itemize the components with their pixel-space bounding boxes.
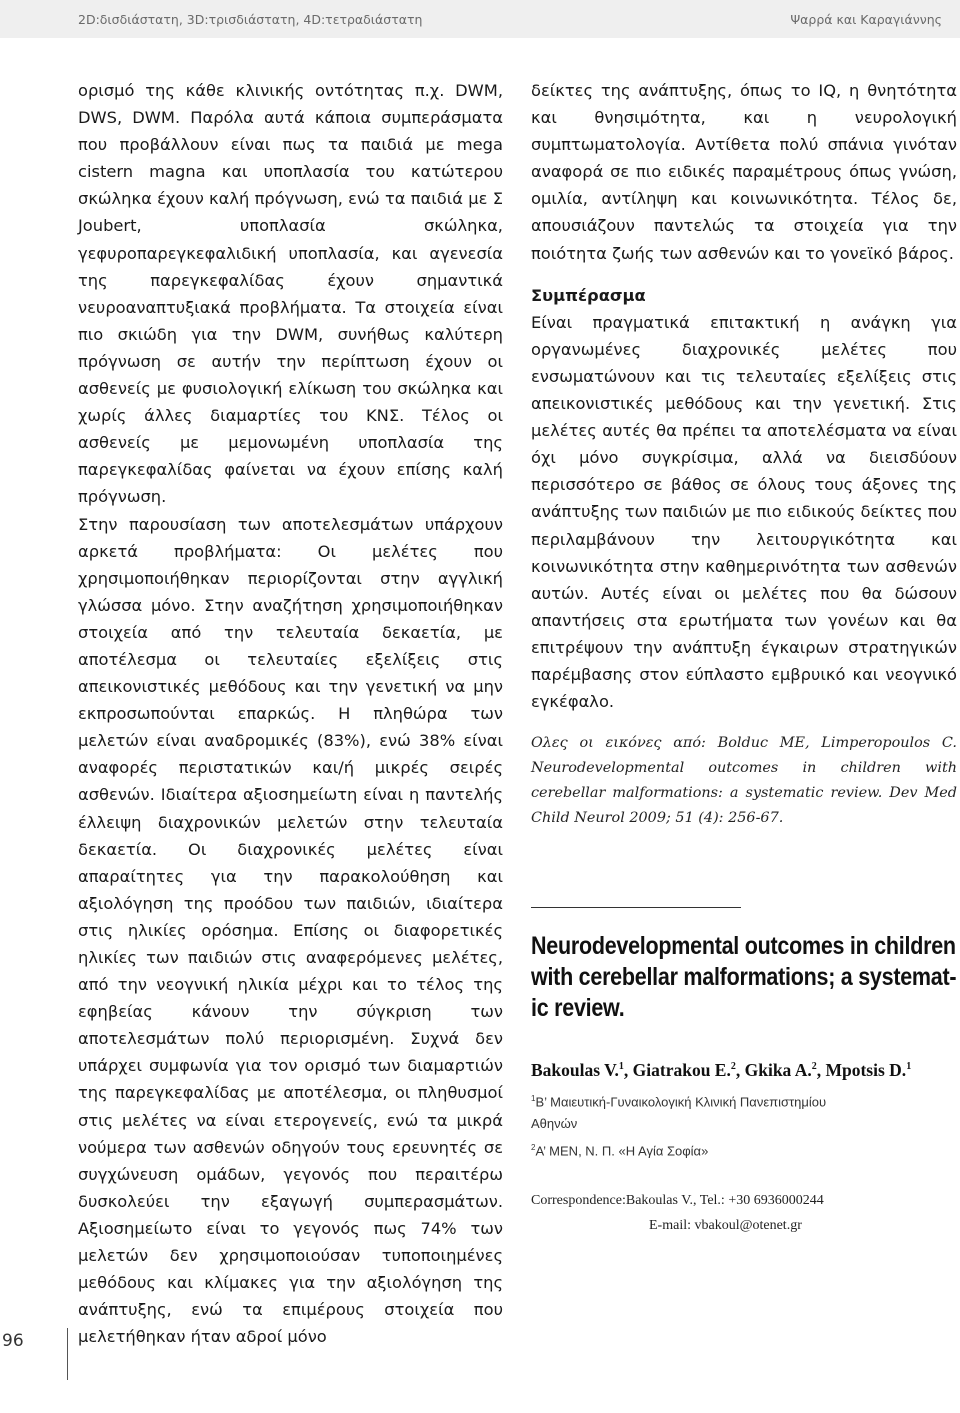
left-column — [78, 77, 503, 1350]
right-paragraph-2: Είναι πραγματικά επιτακτική η ανάγκη για οργανωμένες διαχρονικές μελέτες που ενσωματώνουν και τις τελευταίες εξελίξεις στις απεικονιστικές μεθόδους και την γενετική. Στις μελέτες αυτές θα πρέπει τα αποτελέσματα να είναι όχι μόνο συγκρίσιμα, αλλά να διεισδύουν περισσότερο σε βάθος σε όλους τους άξονες της ανάπτυξης των παιδιών με πιο ειδικούς δείκτες που περιλαμβάνουν την λειτουργικότητα και κοινωνικότητα στην καθημερινότητα των ασθενών αυτών. Αυτές είναι οι μελέτες που θα δώσουν απαντήσεις στα ερωτήματα των γονέων και θα επιτρέψουν την ανάπτυξη έγκαιρων στρατηγικών παρέμβασης στον εύπλαστο εμβρυικό και νεογνικό εγκέφαλο. — [531, 312, 957, 712]
affiliation-2 — [531, 1137, 960, 1162]
author-list: Bakoulas V.$^1$, Giatrakou E.$^2$, Gkika A.$^2$, Mpotsis D.$^1$ — [531, 1060, 912, 1080]
section-heading-conclusion: Συμπέρασμα — [531, 285, 646, 305]
author-1: Bakoulas V. — [531, 1060, 619, 1080]
right-paragraph-1: δείκτες της ανάπτυξης, όπως το IQ, η θνητότητα και θνησιμότητα, και η νευρολογική συμπτωματολογία. Αντίθετα πολύ σπάνια γινόταν αναφορά σε πιο ειδικές παραμέτρους όπως γνώση, ομιλία, αντίληψη και κοινωνικότητα. Τέλος δε, απουσιάζουν παντελώς τα στοιχεία για την ποιότητα ζωής των ασθενών και το γονεϊκό βάρος. — [531, 81, 957, 263]
running-head-left: 2D:δισδιάστατη, 3D:τρισδιάστατη, 4D:τετραδιάστατη — [78, 11, 423, 27]
page-number-rule — [67, 1328, 68, 1380]
english-title-line-1: Neurodevelopmental outcomes in children — [531, 932, 956, 960]
right-column — [531, 77, 957, 831]
author-2-affil: 2 — [730, 1061, 736, 1073]
affiliation-1-line-b: Αθηνών — [531, 1116, 578, 1132]
english-title — [531, 931, 957, 1024]
correspondence-email[interactable]: E-mail: vbakoul@otenet.gr — [649, 1218, 802, 1233]
author-3: Gkika A. — [744, 1060, 812, 1080]
running-head — [0, 0, 960, 38]
affiliation-2-number: 2 — [531, 1143, 536, 1152]
affiliation-1 — [531, 1088, 960, 1135]
author-2: Giatrakou E. — [632, 1060, 731, 1080]
left-paragraph-2: Στην παρουσίαση των αποτελεσμάτων υπάρχουν αρκετά προβλήματα: Οι μελέτες που χρησιμοποιήθηκαν περιορίζονται στην αγγλική γλώσσα μόνο. Στην αναζήτηση χρησιμοποιήθηκαν στοιχεία από την τελευταία δεκαετία, με αποτέλεσμα οι τελευταίες εξελίξεις στις απεικονιστικές μεθόδους και την γενετική να μην εκπροσωπούνται επαρκώς. Η πληθώρα των μελετών είναι αναδρομικές (83%), ενώ 38% είναι αναφορές περιστατικών και/ή μικρές σειρές ασθενών. Ιδιαίτερα αξιοσημείωτη είναι η παντελής έλλειψη διαχρονικών μελετών στην τελευταία δεκαετία. Οι διαχρονικές μελέτες είναι απαραίτητες για την παρακολούθηση και αξιολόγηση της προόδου των παιδιών, ιδιαίτερα στις ηλικίες ορόσημα. Επίσης οι διαφορετικές ηλικίες των παιδιών στις αναφερόμενες μελέτες, από την νεογνική ηλικία μέχρι και το τέλος της εφηβείας κάνουν την σύγκριση των αποτελεσμάτων πολύ περιορισμένη. Συχνά δεν υπάρχει συμφωνία για τον ορισμό των διαμαρτιών της παρεγκεφαλίδας με αποτέλεσμα, οι πληθυσμοί στις μελέτες να είναι ετερογενείς, ενώ τα μικρά νούμερα των ασθενών οδηγούν τους ερευνητές σε συγχώνευση ομάδων, γεγονός που περαιτέρω δυσκολεύει την εξαγωγή συμπερασμάτων. Αξιοσημείωτο είναι το γεγονός πως 74% των μελετών δεν χρησιμοποιούσαν τυποποιημένες μεθόδους και κλίμακες για την αξιολόγηση της ανάπτυξης, ενώ τα επιμέρους στοιχεία που μελετήθηκαν ήταν αδροί μόνο — [78, 514, 503, 1347]
english-title-line-3: ic review. — [531, 994, 625, 1022]
author-1-affil: 1 — [618, 1061, 624, 1073]
separator-rule — [531, 907, 741, 908]
correspondence — [531, 1188, 960, 1238]
correspondence-line: Correspondence:Bakoulas V., Tel.: +30 6936000244 — [531, 1193, 824, 1208]
english-title-line-2: with cerebellar malformations; a systemat- — [531, 963, 957, 991]
author-4-affil: 1 — [906, 1061, 912, 1073]
affiliation-2-line: Α’ ΜΕΝ, Ν. Π. «Η Αγία Σοφία» — [535, 1143, 709, 1159]
left-paragraph-1: ορισμό της κάθε κλινικής οντότητας π.χ. DWM, DWS, DWM. Παρόλα αυτά κάποια συμπεράσματα που προβάλλουν είναι πως τα παιδιά με mega cistern magna και υποπλασία του κατώτερου σκώληκα έχουν καλή πρόγνωση, ενώ τα παιδιά με Σ Joubert, υποπλασία σκώληκα, γεφυροπαρεγκεφαλιδική υποπλασία, και αγενεσία της παρεγκεφαλίδας έχουν σημαντικά νευροαναπτυξιακά προβλήματα. Τα στοιχεία είναι πιο σκιώδη για την DWM, συνήθως καλύτερη πρόγνωση σε αυτήν την περίπτωση έχουν οι ασθενείς με φυσιολογική ελίκωση του σκώληκα και χωρίς άλλες διαμαρτίες του ΚΝΣ. Τέλος οι ασθενείς με μεμονωμένη υποπλασία της παρεγκεφαλίδας φαίνεται να έχουν επίσης καλή πρόγνωση. — [78, 81, 503, 507]
image-credits: Ολες οι εικόνες από: Bolduc ME, Limperopoulos C. Neurodevelopmental outcomes in children with cerebellar malformations: a systematic review. Dev Med Child Neurol 2009; 51 (4): 256-67. — [531, 735, 957, 827]
affiliation-1-number: 1 — [531, 1094, 536, 1103]
running-head-right: Ψαρρά και Καραγιάννης — [790, 11, 942, 27]
page-number: 96 — [2, 1331, 24, 1351]
affiliation-1-line-a: Β’ Μαιευτική-Γυναικολογική Κλινική Πανεπιστημίου — [535, 1094, 827, 1110]
author-4: Mpotsis D. — [825, 1060, 907, 1080]
author-3-affil: 2 — [811, 1061, 817, 1073]
